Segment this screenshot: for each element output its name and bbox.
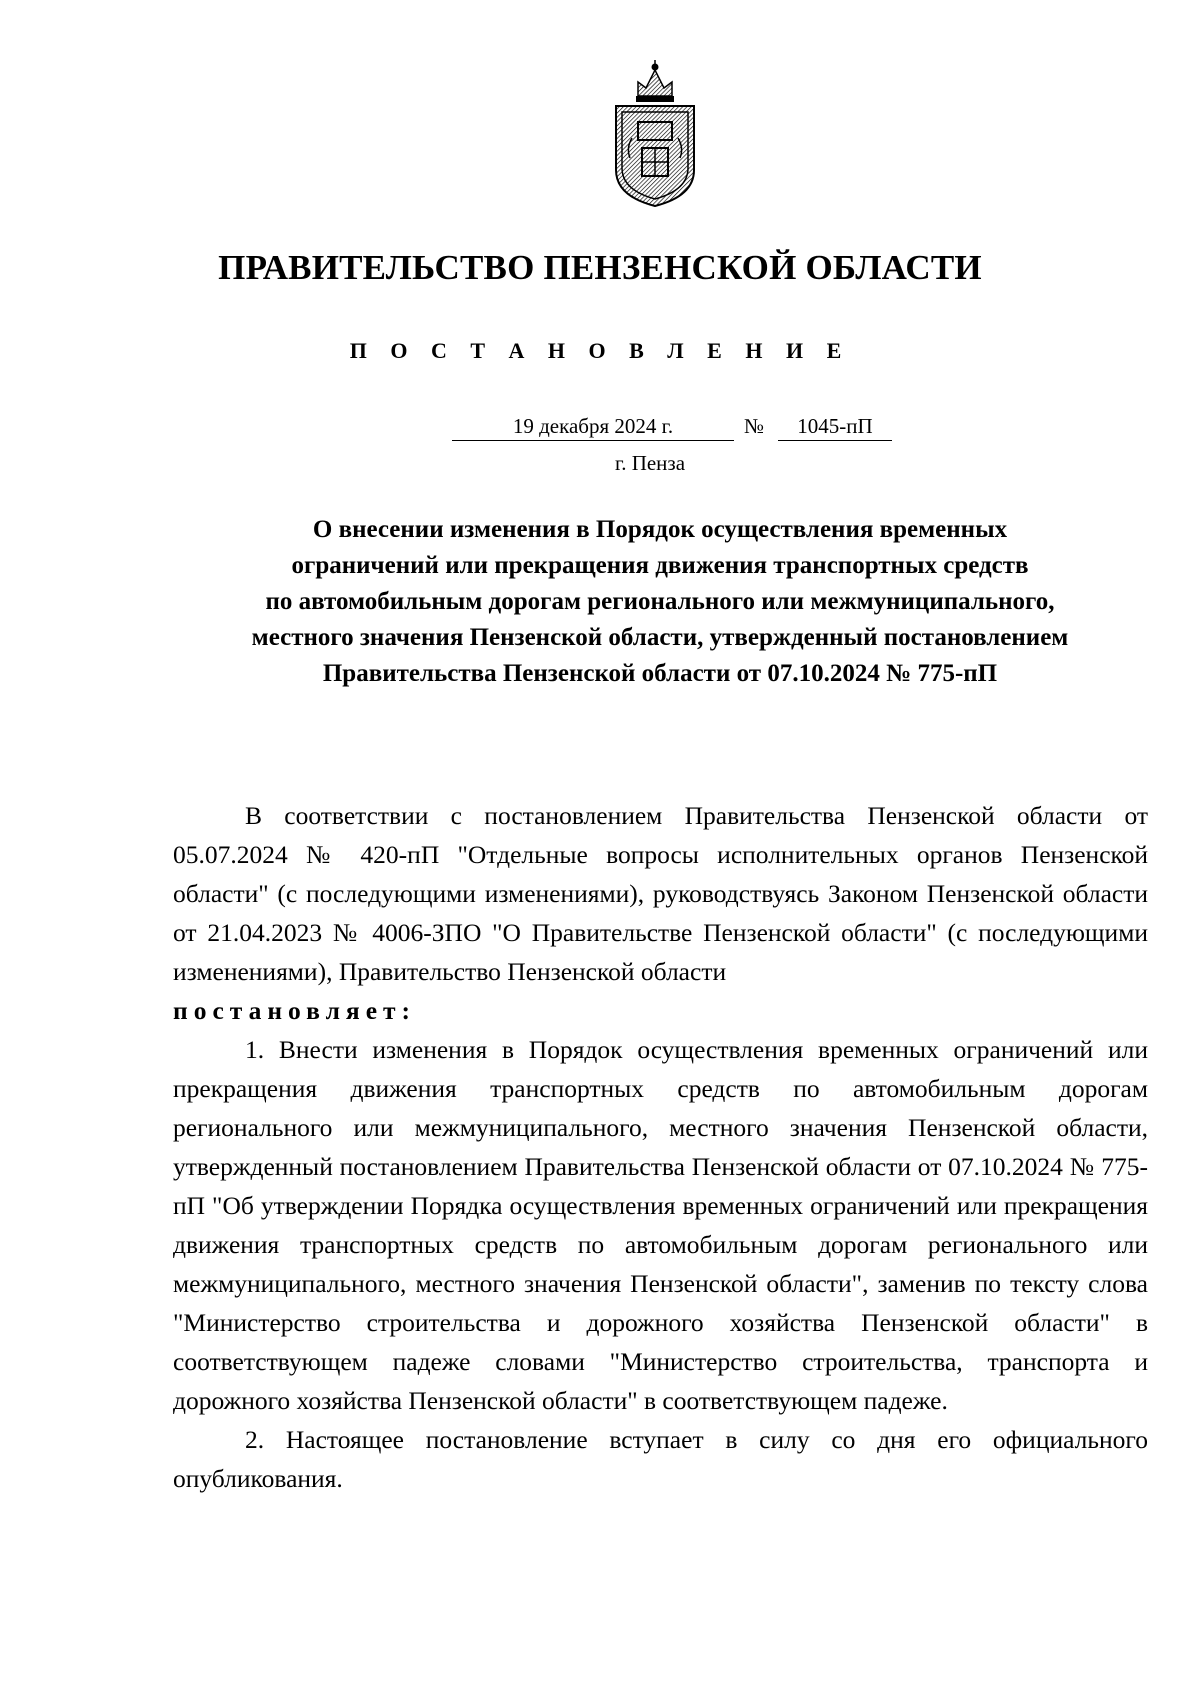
city: г. Пенза xyxy=(614,451,686,475)
coat-of-arms-icon xyxy=(608,58,702,208)
decree-word: постановляет: xyxy=(173,996,417,1025)
item-1-paragraph: 1. Внести изменения в Порядок осуществления временных ограничений или прекращения движения транспортных средств по автомобильным дорогам регионального или межмуниципального, местного значения Пензенской области, утвержденный постановлением Правительства Пензенской области от 07.10.2024 № 775-пП "Об утверждении Порядка осуществления временных ограничений или прекращения движения транспортных средств по автомобильным дорогам регионального или межмуниципального, местного значения Пензенской области", заменив по тексту слова "Министерство строительства и дорожного хозяйства Пензенской области" в соответствующем падеже словами "Министерство строительства, транспорта и дорожного хозяйства Пензенской области" в соответствующем падеже. xyxy=(173,1035,1148,1415)
title-line: ограничений или прекращения движения транспортных средств xyxy=(291,552,1029,579)
document-number: 1045-пП xyxy=(778,412,892,441)
item-2-paragraph: 2. Настоящее постановление вступает в силу со дня его официального опубликования. xyxy=(173,1425,1148,1493)
document-type: П О С Т А Н О В Л Е Н И Е xyxy=(349,338,851,363)
document-date: 19 декабря 2024 г. xyxy=(452,412,734,441)
document-title xyxy=(150,512,1170,692)
title-line: Правительства Пензенской области от 07.10.2024 № 775-пП xyxy=(322,660,998,687)
number-sign: № xyxy=(744,414,765,438)
title-line: О внесении изменения в Порядок осуществления временных xyxy=(312,516,1008,543)
date-number-line xyxy=(452,412,892,444)
document-body xyxy=(173,796,1148,1498)
title-line: местного значения Пензенской области, утвержденный постановлением xyxy=(251,624,1069,651)
preamble-paragraph: В соответствии с постановлением Правительства Пензенской области от 05.07.2024 № 420-пП "Отдельные вопросы исполнительных органов Пензенской области" (с последующими изменениями), руководствуясь Законом Пензенской области от 21.04.2023 № 4006-ЗПО "О Правительстве Пензенской области" (с последующими изменениями), Правительство Пензенской области xyxy=(173,801,1148,986)
organization-name: ПРАВИТЕЛЬСТВО ПЕНЗЕНСКОЙ ОБЛАСТИ xyxy=(218,248,982,287)
title-line: по автомобильным дорогам регионального или межмуниципального, xyxy=(265,588,1055,615)
